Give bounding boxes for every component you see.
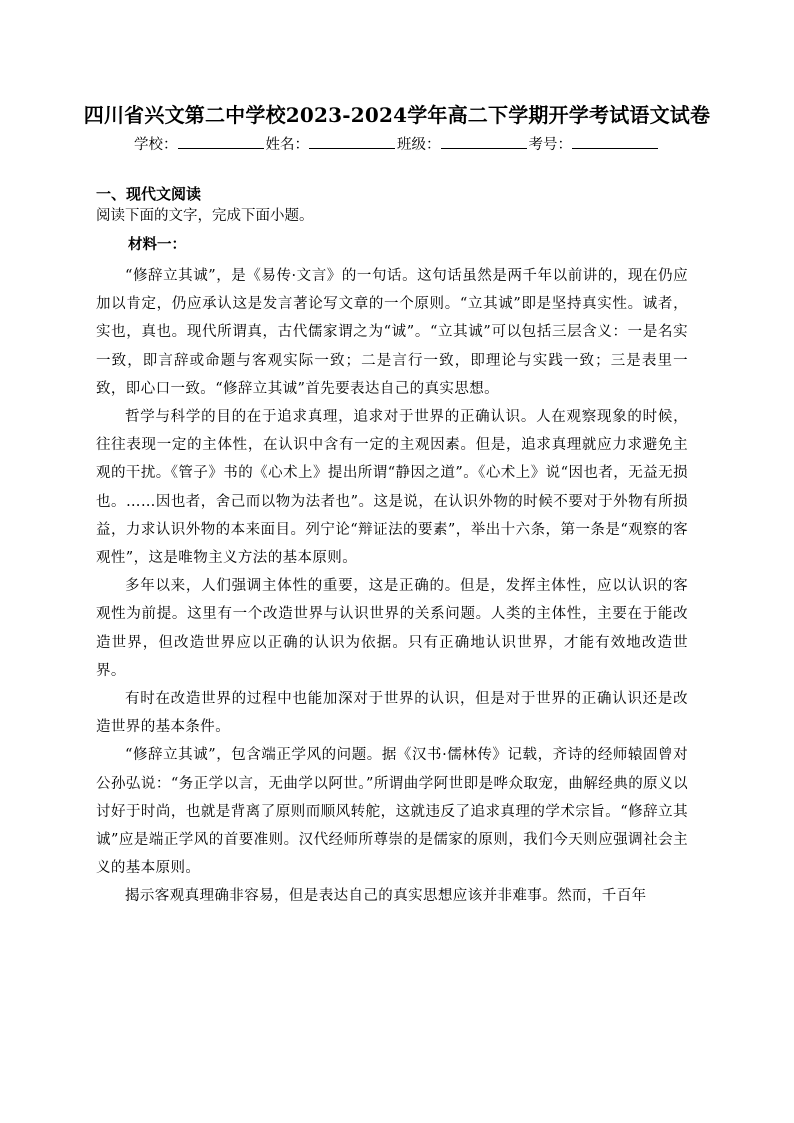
article-paragraph: “修辞立其诚”，是《易传·文言》的一句话。这句话虽然是两千年以前讲的，现在仍应加以肯定，仍应承认这是发言著论写文章的一个原则。“立其诚”即是坚持真实性。诚者，实也，真也。现代所谓真，古代儒家谓之为“诚”。“立其诚”可以包括三层含义：一是名实一致，即言辞或命题与客观实际一致；二是言行一致，即理论与实践一致；三是表里一致，即心口一致。“修辞立其诚”首先要表达自己的真实思想。 [96,268,688,397]
article-paragraph: 多年以来，人们强调主体性的重要，这是正确的。但是，发挥主体性，应以认识的客观性为前提。这里有一个改造世界与认识世界的关系问题。人类的主体性，主要在于能改造世界，但改造世界应以正确的认识为依据。只有正确地认识世界，才能有效地改造世界。 [96,578,688,679]
class-label: 班级： [397,137,441,153]
article-paragraph: 哲学与科学的目的在于追求真理，追求对于世界的正确认识。人在观察现象的时候，往往表现一定的主体性，在认识中含有一定的主观因素。但是，追求真理就应力求避免主观的干扰。《管子》书的《心术上》提出所谓“静因之道”。《心术上》说“因也者，无益无损也。……因也者，舍己而以物为法者也”。这是说，在认识外物的时候不要对于外物有所损益，力求认识外物的本来面目。列宁论“辩证法的要素”，举出十六条，第一条是“观察的客观性”，这是唯物主义方法的基本原则。 [96,409,688,567]
name-label: 姓名： [265,137,309,153]
school-label: 学校： [134,137,178,153]
exam-number-field [529,134,661,156]
name-field [266,134,398,156]
exam-number-label: 考号： [528,137,572,153]
article-paragraph: 揭示客观真理确非容易，但是表达自己的真实思想应该并非难事。然而，千百年 [125,888,647,905]
name-blank [309,134,395,149]
class-field [397,134,529,156]
class-blank [441,134,527,149]
article-body [96,262,688,911]
exam-title: 四川省兴文第二中学校2023-2024学年高二下学期开学考试语文试卷 [83,103,711,127]
student-info-line [0,134,794,156]
exam-number-blank [572,134,658,149]
article-paragraph: “修辞立其诚”，包含端正学风的问题。据《汉书·儒林传》记载，齐诗的经师辕固曾对公孙弘说：“务正学以言，无曲学以阿世。”所谓曲学阿世即是哗众取宠，曲解经典的原义以讨好于时尚，也就是背离了原则而顺风转舵，这就违反了追求真理的学术宗旨。“修辞立其诚”应是端正学风的首要准则。汉代经师所尊崇的是儒家的原则，我们今天则应强调社会主义的基本原则。 [96,747,688,877]
article-paragraph: 有时在改造世界的过程中也能加深对于世界的认识，但是对于世界的正确认识还是改造世界的基本条件。 [96,691,688,736]
section-heading: 一、现代文阅读 [96,185,202,203]
material-label: 材料一： [128,236,186,253]
reading-instruction: 阅读下面的文字，完成下面小题。 [96,208,314,224]
school-field [134,134,266,156]
school-blank [178,134,264,149]
